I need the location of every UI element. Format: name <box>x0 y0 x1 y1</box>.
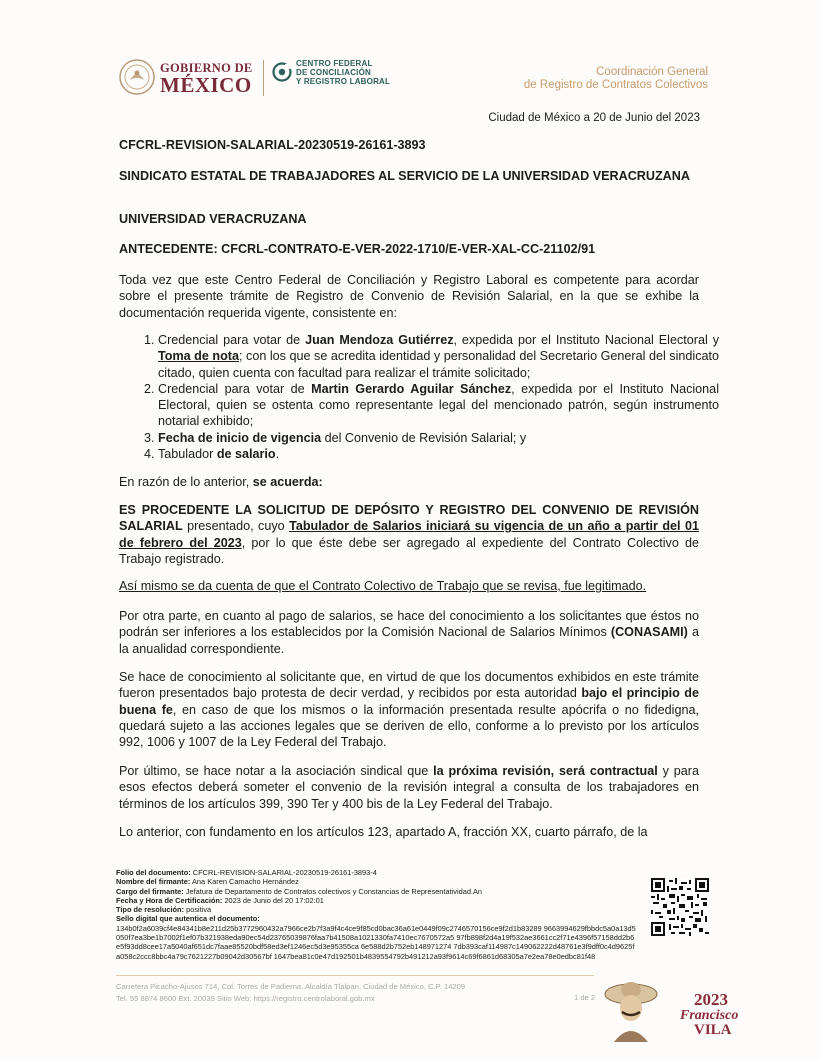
digital-seal-value: 134b0f2a6039cf4e84341b8e211d25b3772960432a7966ce2b7f3a9f4c4ce9f85cd0bac36a61e0449f09c2746570156ce9f2d1b83289 9663994629fbbdc5a0a13d5050f7ea3be1b7002f1ef07b321938eda90ec54d23765039876faa7b41508a1021330fa7410ec7670572a5 97fb898f2d4a19f532ae3661cc2f71e4396f57158dd2b6e5f93dd8cee17a5040af651dc7faae85520bdf58ed3ef1246ec5d3e95355ca 6e588d2b752eb148971274 7db393caf114987c149062222d48761e3f9dff0c4d9625fa058c2ccc8bbc4a79c7621227b09042d30567bf 1647bea81c0e47d192501b4839554792b491212a93f9614c69f6861d68305a7e2ea78e0edbc81f48 <box>116 923 636 961</box>
item-text: Credencial para votar de <box>158 381 312 396</box>
gob-label-main: MÉXICO <box>160 73 252 97</box>
procedente-paragraph <box>119 502 699 567</box>
gob-label-top: GOBIERNO DE <box>160 61 253 75</box>
razon-text: En razón de lo anterior, <box>119 475 253 489</box>
item-bold: Juan Mendoza Gutiérrez <box>305 333 454 347</box>
procedente-bold-underlined: Tabulador de Salarios iniciará su vigencia de un año a partir del 01 de febrero del 2023 <box>119 519 699 550</box>
badge-name-first: Francisco <box>680 1008 739 1023</box>
page-number: 1 de 2 <box>574 993 596 1002</box>
cfcrl-logo-icon <box>272 62 292 82</box>
item-bold: Fecha de inicio de vigencia <box>158 430 322 445</box>
footer-divider <box>116 975 594 976</box>
item-bold-underlined: Toma de nota <box>158 349 239 364</box>
ultimo-bold: la próxima revisión, será contractual <box>433 764 658 778</box>
antecedent-reference: ANTECEDENTE: CFCRL-CONTRATO-E-VER-2022-1710/E-VER-XAL-CC-21102/91 <box>119 242 596 256</box>
item-bold: de salario <box>216 447 276 462</box>
addressee-union: SINDICATO ESTATAL DE TRABAJADORES AL SERVICIO DE LA UNIVERSIDAD VERACRUZANA <box>119 169 690 183</box>
item-text: , expedida por el Instituto Nacional Electoral, quien se ostenta como representante legal del mencionado patrón, según instrumento notarial exhibido; <box>158 381 719 429</box>
list-item <box>158 446 719 462</box>
protesta-bold: bajo el principio de buena fe <box>119 686 699 717</box>
certification-block <box>116 868 646 961</box>
position-label: Cargo del firmante: <box>116 886 184 896</box>
signer-label: Nombre del firmante: <box>116 877 191 887</box>
item-text: . <box>275 447 280 462</box>
position-row <box>116 887 646 896</box>
item-text: , expedida por el Instituto Nacional Electoral y <box>453 333 719 347</box>
document-reference: CFCRL-REVISION-SALARIAL-20230519-26161-3893 <box>119 138 426 152</box>
document-date: Ciudad de México a 20 de Junio del 2023 <box>488 112 700 124</box>
cfcrl-line-2: DE CONCILIACIÓN <box>296 68 371 77</box>
ultimo-text: y para esos efectos deberá someter el convenio de la revisión integral a consulta de los trabajadores en términos de los artículos 399, 390 Ter y 400 bis de la Ley Federal del Trabajo. <box>119 764 699 811</box>
cfcrl-line-1: CENTRO FEDERAL <box>296 59 373 68</box>
requirements-list <box>138 332 719 462</box>
legitimado-paragraph: Así mismo se da cuenta de que el Contrato Colectivo de Trabajo que se revisa, fue legitimado. <box>119 579 647 593</box>
item-text: del Convenio de Revisión Salarial; y <box>321 430 527 445</box>
intro-paragraph: Toda vez que este Centro Federal de Conciliación y Registro Laboral es competente para acordar sobre el presente trámite de Registro de Convenio de Revisión Salarial, en la que se exhibe la documentación requerida vigente, consistente en: <box>119 273 699 320</box>
ultimo-text: Por último, se hace notar a la asociación sindical que <box>119 764 434 778</box>
cert-date-row <box>116 896 646 905</box>
coordination-label <box>524 66 708 92</box>
protesta-paragraph <box>119 669 699 750</box>
addressee-employer: UNIVERSIDAD VERACRUZANA <box>119 212 307 226</box>
anterior-paragraph: Lo anterior, con fundamento en los artículos 123, apartado A, fracción XX, cuarto párrafo, de la <box>119 825 648 839</box>
list-item <box>158 332 719 381</box>
folio-row <box>116 868 646 877</box>
address-line-1: Carretera Picacho-Ajusco 714, Col. Torres de Padierna, Alcaldía Tlalpan, Ciudad de México, C.P. 14209 <box>116 982 466 991</box>
list-item <box>158 381 719 430</box>
position-value: Jefatura de Departamento de Contratos colectivos y Constancias de Representatividad.An <box>185 886 483 896</box>
item-bold: Martin Gerardo Aguilar Sánchez <box>311 381 512 396</box>
resolution-value: positiva <box>186 905 212 915</box>
national-seal-icon <box>118 58 156 96</box>
cfcrl-name <box>296 59 390 86</box>
digital-seal-label: Sello digital que autentica el documento: <box>116 914 260 924</box>
salarios-paragraph <box>119 608 699 657</box>
signer-value: Ana Karen Camacho Hernández <box>192 877 299 887</box>
list-item <box>158 430 719 446</box>
badge-name-last: VILA <box>694 1022 732 1038</box>
razon-paragraph <box>119 474 699 490</box>
item-text: Credencial para votar de <box>158 333 306 347</box>
address-line-2: Tel. 55 8874 8600 Ext. 20039 Sitio Web: https://registro.centrolaboral.gob.mx <box>116 994 375 1003</box>
signer-row <box>116 877 646 886</box>
badge-year: 2023 <box>694 990 728 1009</box>
procedente-text: , por lo que éste debe ser agregado al expediente del Contrato Colectivo de Trabajo registrado. <box>119 535 700 566</box>
logo-divider <box>263 60 264 96</box>
salarios-text: a la anualidad correspondiente. <box>119 625 699 656</box>
cert-date-label: Fecha y Hora de Certificación: <box>116 895 223 905</box>
footer-address <box>116 981 596 1005</box>
cfcrl-line-3: Y REGISTRO LABORAL <box>296 77 391 86</box>
resolution-row <box>116 905 646 914</box>
protesta-text: Se hace de conocimiento al solicitante que, en virtud de que los documentos exhibidos en este trámite fueron presentados bajo protesta de decir verdad, y recibidos por esta autoridad <box>119 670 699 701</box>
protesta-text: , en caso de que los mismos o la información presentada resulte apócrifa o no fidedigna, quedará sujeto a las acciones legales que se deriven de ello, conforme a lo previsto por los artículos 992, 1006 y 1007 de la Ley Federal del Trabajo. <box>119 702 699 750</box>
procedente-text: presentado, cuyo <box>182 519 290 534</box>
razon-bold: se acuerda: <box>252 475 323 489</box>
qr-code-icon[interactable] <box>651 878 709 936</box>
cert-date-value: 2023 de Junio del 20 17:02:01 <box>224 895 324 905</box>
coordination-line-2: de Registro de Contratos Colectivos <box>523 79 708 91</box>
salarios-bold: (CONASAMI) <box>610 625 688 640</box>
ultimo-paragraph <box>119 763 699 812</box>
item-text: ; con los que se acredita identidad y personalidad del Secretario General del sindicato citado, quien cuenta con facultad para realizar el trámite solicitado; <box>158 349 719 380</box>
coordination-line-1: Coordinación General <box>596 66 708 78</box>
folio-label: Folio del documento: <box>116 868 191 877</box>
folio-value: CFCRL-REVISION-SALARIAL-20230519-26161-3893-4 <box>192 868 377 877</box>
procedente-bold: ES PROCEDENTE LA SOLICITUD DE DEPÓSITO Y REGISTRO DEL CONVENIO DE REVISIÓN SALARIAL <box>119 503 699 534</box>
item-text: Tabulador <box>158 447 217 462</box>
resolution-label: Tipo de resolución: <box>116 905 185 915</box>
letterhead <box>118 56 708 100</box>
salarios-text: Por otra parte, en cuanto al pago de salarios, se hace del conocimiento a los solicitantes que éstos no podrán ser inferiores a los establecidos por la Comisión Nacional de Salarios Mínimos <box>119 609 699 640</box>
